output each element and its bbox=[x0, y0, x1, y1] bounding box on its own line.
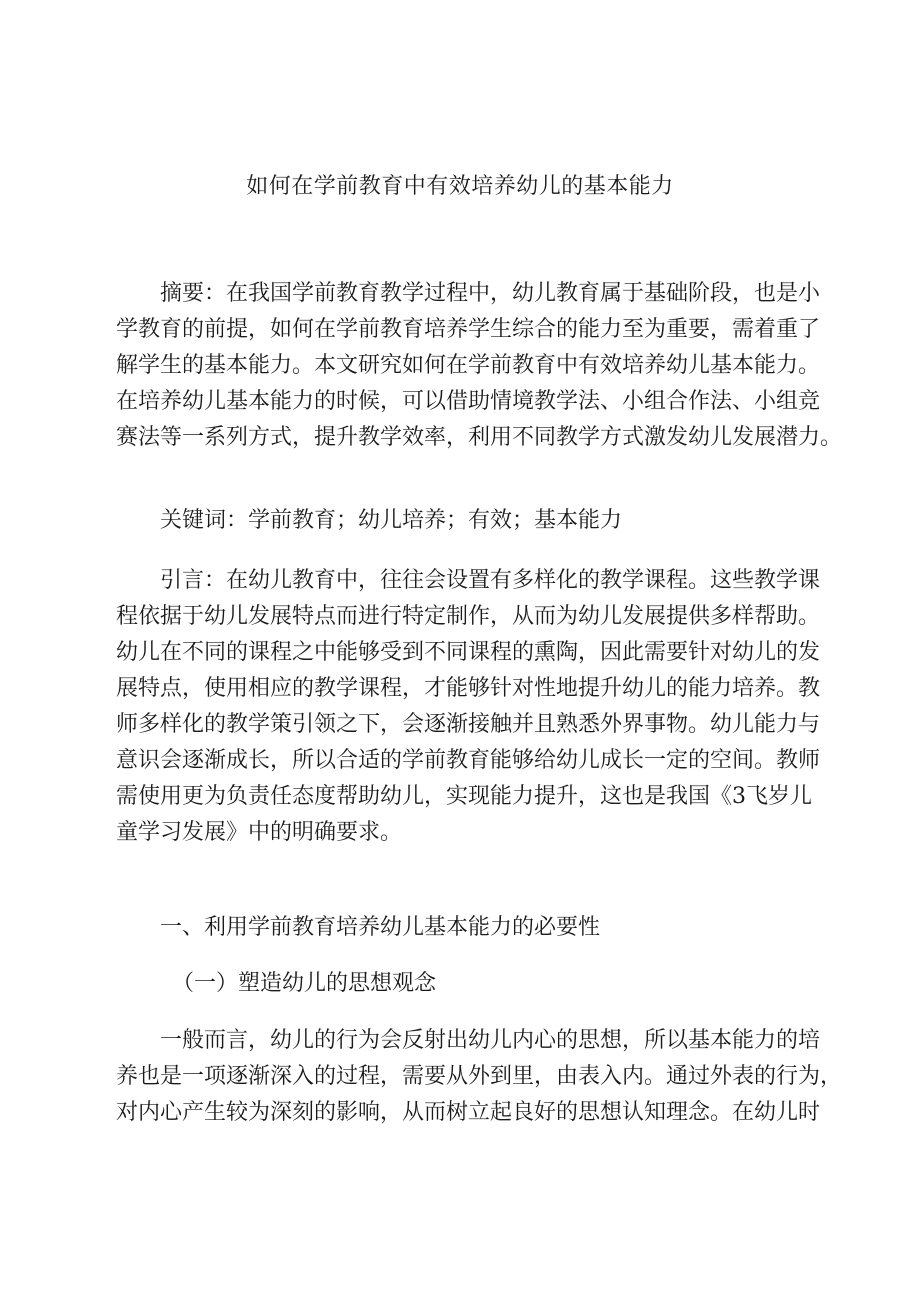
abstract-line: 在培养幼儿基本能力的时候，可以借助情境教学法、小组合作法、小组竞 bbox=[116, 389, 821, 414]
body-paragraph bbox=[116, 1023, 843, 1131]
introduction-line: 幼儿在不同的课程之中能够受到不同课程的熏陶，因此需要针对幼儿的发 bbox=[116, 640, 821, 665]
introduction-line: 展特点，使用相应的教学课程，才能够针对性地提升幼儿的能力培养。教 bbox=[116, 676, 821, 701]
body-line: 一般而言，幼儿的行为会反射出幼儿内心的思想，所以基本能力的培 bbox=[160, 1028, 821, 1053]
introduction-line: 师多样化的教学策引领之下，会逐渐接触并且熟悉外界事物。幼儿能力与 bbox=[116, 712, 821, 737]
section-1-heading: 一、利用学前教育培养幼儿基本能力的必要性 bbox=[160, 915, 601, 940]
abstract-line: 摘要：在我国学前教育教学过程中，幼儿教育属于基础阶段，也是小 bbox=[160, 281, 821, 306]
body-line: 养也是一项逐渐深入的过程，需要从外到里，由表入内。通过外表的行为， bbox=[116, 1064, 843, 1089]
introduction-line: 意识会逐渐成长，所以合适的学前教育能够给幼儿成长一定的空间。教师 bbox=[116, 748, 821, 773]
keywords-line: 关键词：学前教育；幼儿培养；有效；基本能力 bbox=[160, 508, 623, 533]
introduction-line: 需使用更为负责任态度帮助幼儿，实现能力提升，这也是我国《3飞岁儿 bbox=[116, 784, 812, 809]
introduction-line: 引言：在幼儿教育中，往往会设置有多样化的教学课程。这些教学课 bbox=[160, 568, 821, 593]
abstract-line: 解学生的基本能力。本文研究如何在学前教育中有效培养幼儿基本能力。 bbox=[116, 353, 821, 378]
section-heading bbox=[116, 910, 826, 946]
introduction-paragraph bbox=[116, 563, 826, 851]
body-line: 对内心产生较为深刻的影响，从而树立起良好的思想认知理念。在幼儿时 bbox=[116, 1100, 821, 1125]
subsection-heading bbox=[116, 966, 826, 1002]
abstract-paragraph bbox=[116, 276, 843, 456]
document-title: 如何在学前教育中有效培养幼儿的基本能力 bbox=[246, 174, 674, 199]
introduction-line: 童学习发展》中的明确要求。 bbox=[116, 820, 403, 845]
abstract-line: 学教育的前提，如何在学前教育培养学生综合的能力至为重要，需着重了 bbox=[116, 317, 821, 342]
keywords-paragraph bbox=[116, 503, 826, 539]
subsection-1-heading: （一）塑造幼儿的思想观念 bbox=[172, 971, 437, 996]
introduction-line: 程依据于幼儿发展特点而进行特定制作，从而为幼儿发展提供多样帮助。 bbox=[116, 604, 821, 629]
abstract-line: 赛法等一系列方式，提升教学效率，利用不同教学方式激发幼儿发展潜力。 bbox=[116, 425, 843, 450]
